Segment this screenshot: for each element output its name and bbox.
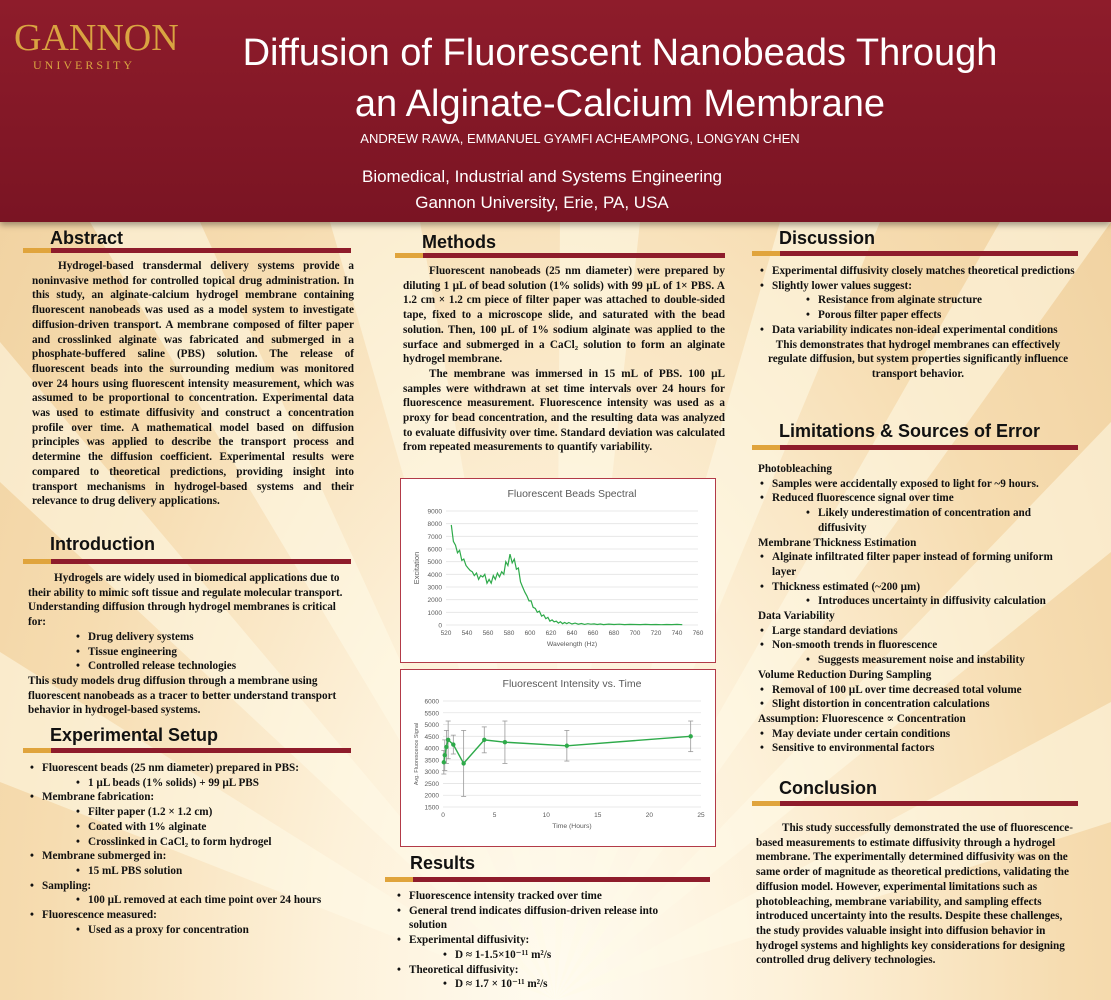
abstract-text: Hydrogel-based transdermal delivery systems provide a noninvasive method for controlled topical drug administration. In this study, an alginate-calcium hydrogel membrane containing fluorescent nanobeads was used as a model system to investigate diffusion-driven transport. A membrane composed of filter paper and crosslinked alginate was fabricated and submerged in a phosphate-buffered saline (PBS) solution. The release of fluorescent beads into the surrounding medium was monitored over 24 hours using fluorescent intensity measurement, which was assumed to be proportional to concentration. Experimental data was used to estimate diffusivity and construct a concentration profile over time. A mathematical model based on diffusion principles was applied to describe the transport process and determine the diffusion coefficient. Experimental results were compared to theoretical predictions, providing insight into transport mechanisms in hydrogel-based systems and their relevance to drug delivery applications. xyxy=(32,260,354,508)
affiliation-department: Biomedical, Industrial and Systems Engineering xyxy=(361,167,723,186)
x-axis-label: Time (Hours) xyxy=(552,823,592,830)
list-item: • 1 µL beads (1% solids) + 99 µL PBS xyxy=(28,776,348,791)
y-tick-label: 5000 xyxy=(427,559,442,567)
introduction-heading: Introduction xyxy=(50,534,155,554)
x-tick-label: 700 xyxy=(629,630,641,637)
limitations-divider xyxy=(752,445,1078,450)
y-tick-label: 6000 xyxy=(427,546,442,554)
results-section xyxy=(395,889,695,992)
list-item: • Sensitive to environmental factors xyxy=(758,741,1078,756)
list-item: • Samples were accidentally exposed to light for ~9 hours. xyxy=(758,477,1078,492)
list-item: • Fluorescence intensity tracked over time xyxy=(395,889,695,904)
list-item: • 100 µL removed at each time point over 24 hours xyxy=(28,893,348,908)
limitations-list xyxy=(758,727,1078,756)
x-tick-label: 740 xyxy=(671,630,683,637)
list-item: • Tissue engineering xyxy=(28,645,350,660)
discussion-divider xyxy=(752,251,1078,256)
x-tick-label: 15 xyxy=(594,812,602,819)
data-point xyxy=(451,742,455,746)
limitations-heading: Limitations & Sources of Error xyxy=(779,421,1041,441)
methods-section xyxy=(403,264,725,455)
spectral-chart-svg xyxy=(401,479,715,662)
limitations-group-title: Membrane Thickness Estimation xyxy=(758,536,917,549)
y-tick-label: 4000 xyxy=(424,745,439,753)
limitations-group-title: Volume Reduction During Sampling xyxy=(758,668,932,681)
methods-heading: Methods xyxy=(422,232,496,252)
y-tick-label: 7000 xyxy=(427,533,442,541)
list-item: • Thickness estimated (~200 µm) xyxy=(758,580,1078,595)
y-tick-label: 4000 xyxy=(427,571,442,579)
introduction-para-2: This study models drug diffusion through a membrane using fluorescent nanobeads as a tracer to better understand transport behavior in hydrogel-based systems. xyxy=(28,674,337,717)
y-tick-label: 2500 xyxy=(424,780,439,788)
y-tick-label: 3000 xyxy=(424,769,439,777)
results-list xyxy=(395,889,695,992)
x-tick-label: 620 xyxy=(545,630,557,637)
conclusion-divider xyxy=(752,801,1078,806)
y-tick-label: 3500 xyxy=(424,757,439,765)
list-item: • Sampling: xyxy=(28,879,348,894)
data-point xyxy=(503,740,507,744)
list-item: • Fluorescence measured: xyxy=(28,908,348,923)
y-tick-label: 1000 xyxy=(427,609,442,617)
list-item: • D ≈ 1-1.5×10⁻¹¹ m²/s xyxy=(395,948,695,963)
list-item: • Slight distortion in concentration calculations xyxy=(758,697,1078,712)
discussion-heading: Discussion xyxy=(779,228,876,248)
limitations-group-title: Assumption: Fluorescence ∝ Concentration xyxy=(758,712,966,725)
x-tick-label: 5 xyxy=(492,812,497,819)
y-tick-label: 5500 xyxy=(424,710,439,718)
data-point xyxy=(565,744,569,748)
y-tick-label: 4500 xyxy=(424,733,439,741)
list-item: • Membrane submerged in: xyxy=(28,849,348,864)
x-tick-label: 10 xyxy=(542,812,550,819)
list-item: • Reduced fluorescence signal over time xyxy=(758,491,1078,506)
list-item: • 15 mL PBS solution xyxy=(28,864,348,879)
list-item: • Resistance from alginate structure xyxy=(758,293,1078,308)
list-item: • Non-smooth trends in fluorescence xyxy=(758,638,1078,653)
setup-section xyxy=(28,761,348,937)
title-line-1: Diffusion of Fluorescent Nanobeads Through xyxy=(242,32,998,74)
y-tick-label: 2000 xyxy=(424,792,439,800)
x-tick-label: 20 xyxy=(645,812,654,819)
y-tick-label: 3000 xyxy=(427,584,442,592)
y-tick-label: 9000 xyxy=(427,508,442,516)
x-tick-label: 660 xyxy=(587,630,599,637)
setup-divider xyxy=(23,748,351,753)
list-item: • May deviate under certain conditions xyxy=(758,727,1078,742)
poster-title xyxy=(170,28,1070,130)
list-item: • Likely underestimation of concentration and diffusivity xyxy=(758,506,1078,535)
y-axis-label: Avg. Fluorescence Signal xyxy=(414,722,420,786)
list-item: • Experimental diffusivity closely matches theoretical predictions xyxy=(758,264,1078,279)
x-tick-label: 680 xyxy=(608,630,620,637)
methods-para-2: The membrane was immersed in 15 mL of PBS. 100 µL samples were withdrawn at set time intervals over 24 hours for fluorescence measurement. Fluorescence intensity was used as a proxy for bead concentration, and the resulting data was analyzed to evaluate diffusivity over time. Standard deviation was calculated from repeated measurements to quantify variability. xyxy=(403,367,725,454)
x-tick-label: 520 xyxy=(440,630,452,637)
y-tick-label: 8000 xyxy=(427,521,442,529)
list-item: • Slightly lower values suggest: xyxy=(758,279,1078,294)
x-tick-label: 640 xyxy=(566,630,578,637)
x-tick-label: 560 xyxy=(482,630,494,637)
limitations-section xyxy=(758,462,1078,756)
list-item: • Filter paper (1.2 × 1.2 cm) xyxy=(28,805,348,820)
intensity-chart xyxy=(400,669,716,847)
introduction-para-1: Hydrogels are widely used in biomedical applications due to their ability to mimic soft tissue and regulate molecular transport. Understanding diffusion through hydrogel membranes is critical for: xyxy=(28,572,343,629)
list-item: • Removal of 100 µL over time decreased total volume xyxy=(758,683,1078,698)
methods-divider xyxy=(395,253,725,258)
spectral-chart xyxy=(400,478,716,663)
list-item: • Porous filter paper effects xyxy=(758,308,1078,323)
y-tick-label: 0 xyxy=(438,622,442,630)
limitations-list xyxy=(758,683,1078,712)
data-point xyxy=(446,738,450,742)
list-item: • Experimental diffusivity: xyxy=(395,933,695,948)
y-axis-label: Excitation xyxy=(412,551,421,585)
results-divider xyxy=(385,877,710,882)
discussion-closing: This demonstrates that hydrogel membranes can effectively regulate diffusion, but system properties significantly influence transport behavior. xyxy=(767,338,1069,380)
data-point xyxy=(443,753,447,757)
methods-para-1: Fluorescent nanobeads (25 nm diameter) were prepared by diluting 1 µL of bead solution (1% solids) with 99 µL of 1× PBS. A 1.2 cm × 1.2 cm piece of filter paper was attached to double-sided tape, fixed to a microscope slide, and saturated with the bead solution. Then, 100 µL of 1% sodium alginate was applied to the surface and submerged in a CaCl₂ solution to form an alginate hydrogel membrane. xyxy=(403,265,725,366)
setup-heading: Experimental Setup xyxy=(50,725,219,745)
chart-title: Fluorescent Beads Spectral xyxy=(507,488,637,500)
list-item: • Introduces uncertainty in diffusivity calculation xyxy=(758,594,1078,609)
university-logo: GANNON xyxy=(14,17,179,59)
y-tick-label: 1500 xyxy=(424,804,439,812)
x-tick-label: 760 xyxy=(692,630,704,637)
chart-title: Fluorescent Intensity vs. Time xyxy=(502,678,642,690)
x-tick-label: 540 xyxy=(461,630,473,637)
data-point xyxy=(688,734,692,738)
university-logo-subtitle: UNIVERSITY xyxy=(33,58,135,72)
data-point xyxy=(482,738,486,742)
x-axis-label: Wavelength (Hz) xyxy=(546,641,598,648)
conclusion-section xyxy=(756,821,1078,968)
conclusion-text: This study successfully demonstrated the use of fluorescence-based measurements to estimate diffusivity through a hydrogel membrane. The experimentally determined diffusivity was on the same order of magnitude as theoretical predictions, validating the diffusion model. However, experimental limitations such as photobleaching, membrane variability, and sampling effects introduced uncertainty into the results. Despite these challenges, the study provides valuable insight into diffusion behavior in hydrogel systems and highlights key considerations for designing controlled drug delivery technologies. xyxy=(756,822,1073,967)
setup-list xyxy=(28,761,348,937)
list-item: • Alginate infiltrated filter paper instead of forming uniform layer xyxy=(758,550,1078,579)
y-tick-label: 2000 xyxy=(427,597,442,605)
data-point xyxy=(442,760,446,764)
conclusion-heading: Conclusion xyxy=(779,778,877,798)
introduction-divider xyxy=(23,559,351,564)
results-heading: Results xyxy=(410,853,476,873)
limitations-list xyxy=(758,477,1078,536)
list-item: • Fluorescent beads (25 nm diameter) prepared in PBS: xyxy=(28,761,348,776)
introduction-section xyxy=(28,571,350,718)
list-item: • Membrane fabrication: xyxy=(28,790,348,805)
list-item: • Coated with 1% alginate xyxy=(28,820,348,835)
list-item: • General trend indicates diffusion-driven release into solution xyxy=(395,904,695,933)
discussion-section xyxy=(758,264,1078,382)
list-item: • Suggests measurement noise and instability xyxy=(758,653,1078,668)
list-item: • Crosslinked in CaCl₂ to form hydrogel xyxy=(28,835,348,850)
x-tick-label: 25 xyxy=(697,812,705,819)
poster-header xyxy=(0,0,1111,222)
authors: ANDREW RAWA, EMMANUEL GYAMFI ACHEAMPONG, LONGYAN CHEN xyxy=(360,131,800,146)
list-item: • Used as a proxy for concentration xyxy=(28,923,348,938)
x-tick-label: 720 xyxy=(650,630,662,637)
x-tick-label: 600 xyxy=(524,630,536,637)
abstract-divider xyxy=(23,248,351,253)
list-item: • Theoretical diffusivity: xyxy=(395,963,695,978)
list-item: • D ≈ 1.7 × 10⁻¹¹ m²/s xyxy=(395,977,695,992)
x-tick-label: 580 xyxy=(503,630,515,637)
data-point xyxy=(444,745,448,749)
list-item: • Controlled release technologies xyxy=(28,659,350,674)
y-tick-label: 5000 xyxy=(424,722,439,730)
limitations-group-title: Photobleaching xyxy=(758,463,832,475)
list-item: • Drug delivery systems xyxy=(28,630,350,645)
list-item: • Data variability indicates non-ideal experimental conditions xyxy=(758,323,1078,338)
introduction-list xyxy=(28,630,350,674)
series-line xyxy=(444,736,691,763)
x-tick-label: 0 xyxy=(441,812,445,819)
list-item: • Large standard deviations xyxy=(758,624,1078,639)
data-point xyxy=(461,761,465,765)
series-line xyxy=(451,525,682,625)
affiliation-location: Gannon University, Erie, PA, USA xyxy=(415,193,669,212)
limitations-list xyxy=(758,550,1078,609)
affiliation xyxy=(200,164,884,216)
abstract-heading: Abstract xyxy=(50,228,124,248)
y-tick-label: 6000 xyxy=(424,698,439,706)
discussion-list xyxy=(758,264,1078,338)
limitations-group-title: Data Variability xyxy=(758,610,835,623)
intensity-chart-svg xyxy=(401,670,715,846)
abstract-section xyxy=(32,259,354,509)
limitations-list xyxy=(758,624,1078,668)
title-line-2: an Alginate-Calcium Membrane xyxy=(354,83,886,125)
